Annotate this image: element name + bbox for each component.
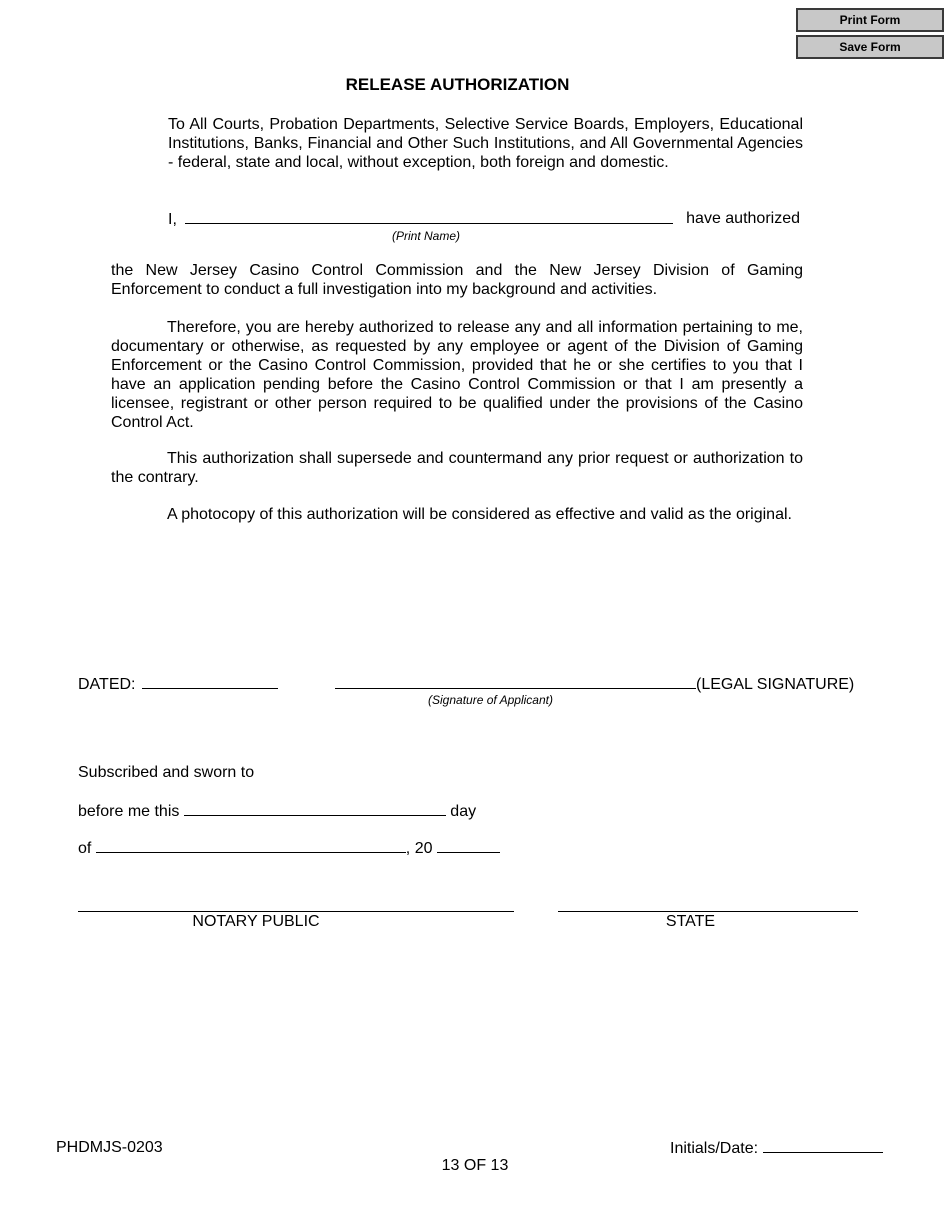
sworn-line: Subscribed and sworn to xyxy=(78,764,255,781)
name-prefix: I, xyxy=(168,211,177,228)
initials-row xyxy=(670,1138,883,1158)
dated-field[interactable] xyxy=(142,674,278,689)
initials-label: Initials/Date: xyxy=(670,1140,759,1157)
addressees-paragraph: To All Courts, Probation Departments, Selective Service Boards, Employers, Educational Institutions, Banks, Financial and Other Such Institutions, and All Governmental Agencies - federal, state and local, without exception, both foreign and domestic. xyxy=(168,116,803,171)
form-id: PHDMJS-0203 xyxy=(56,1139,163,1156)
of-label: of xyxy=(78,840,92,857)
dated-row xyxy=(78,674,278,694)
commission-paragraph: the New Jersey Casino Control Commission and the New Jersey Division of Gaming Enforcement to conduct a full investigation into my background and activities. xyxy=(111,262,803,298)
name-line xyxy=(168,209,803,229)
print-name-field[interactable] xyxy=(185,209,673,224)
initials-field[interactable] xyxy=(763,1138,883,1153)
print-form-button[interactable]: Print Form xyxy=(796,8,944,32)
page-number: 13 OF 13 xyxy=(441,1157,509,1174)
month-field[interactable] xyxy=(96,838,406,853)
before-me-line xyxy=(78,801,476,821)
print-name-caption: (Print Name) xyxy=(392,229,461,243)
notary-signature-field[interactable] xyxy=(78,897,514,912)
day-field[interactable] xyxy=(184,801,446,816)
day-label: day xyxy=(450,803,477,820)
applicant-signature-field[interactable] xyxy=(335,674,696,689)
legal-signature-label: (LEGAL SIGNATURE) xyxy=(696,676,855,693)
photocopy-paragraph: A photocopy of this authorization will be considered as effective and valid as the original. xyxy=(167,506,792,523)
year-prefix-label: , 20 xyxy=(405,840,433,857)
name-suffix: have authorized xyxy=(686,210,800,227)
page-title: RELEASE AUTHORIZATION xyxy=(345,75,570,94)
signature-row xyxy=(335,674,865,694)
before-me-label: before me this xyxy=(78,803,180,820)
save-form-button[interactable]: Save Form xyxy=(796,35,944,59)
dated-label: DATED: xyxy=(78,676,136,693)
state-label: STATE xyxy=(665,913,716,930)
state-field[interactable] xyxy=(558,897,858,912)
therefore-paragraph: Therefore, you are hereby authorized to release any and all information pertaining to me, documentary or otherwise, as requested by any employee or agent of the Division of Gaming Enforcement or the Casino Control Commission, provided that he or she certifies to you that I have an application pending before the Casino Control Commission or that I am presently a licensee, registrant or other person required to be qualified under the provisions of the Casino Control Act. xyxy=(111,319,803,431)
of-line xyxy=(78,838,500,858)
supersede-paragraph: This authorization shall supersede and countermand any prior request or authorization to the contrary. xyxy=(111,450,803,486)
notary-public-label: NOTARY PUBLIC xyxy=(192,913,320,930)
year-field[interactable] xyxy=(437,838,500,853)
signature-caption: (Signature of Applicant) xyxy=(428,693,553,707)
